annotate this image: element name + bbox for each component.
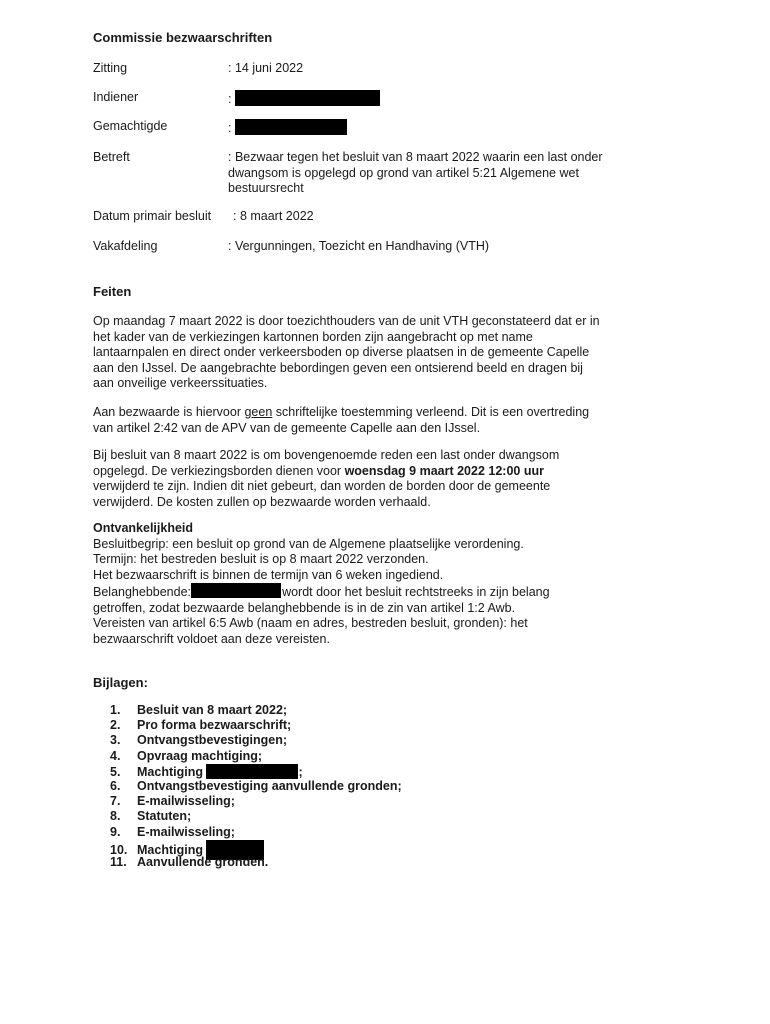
document-title: Commissie bezwaarschriften xyxy=(93,30,273,45)
redaction-bar xyxy=(206,764,298,779)
redaction-bar xyxy=(235,90,380,106)
paragraph-feiten-3: Bij besluit van 8 maart 2022 is om bovengenoemde reden een last onder dwangsom opgelegd. De verkiezingsborden dienen voor woensdag 9 maart 2022 12:00 uur verwijderd te zijn. Indien dit niet gebeurt, dan worden de borden door de gemeente verwijderd. De kosten zullen op bezwaarde worden verhaald. xyxy=(93,448,560,509)
redaction-bar xyxy=(235,119,347,135)
section-heading-ontvankelijkheid: Ontvankelijkheid xyxy=(93,521,194,535)
text-line: Vereisten van artikel 6:5 Awb (naam en adres, bestreden besluit, gronden): het bezwaarschrift voldoet aan deze vereisten. xyxy=(93,616,528,646)
meta-label: Zitting xyxy=(93,61,128,75)
bijlagen-list xyxy=(110,703,402,870)
list-item: 10. Machtiging xyxy=(110,840,402,855)
list-item: 3. Ontvangstbevestigingen; xyxy=(110,733,288,748)
meta-label: Gemachtigde xyxy=(93,119,168,133)
meta-label: Indiener xyxy=(93,90,139,104)
redaction-bar xyxy=(191,583,281,598)
list-item: 11. Aanvullende gronden. xyxy=(110,854,269,869)
meta-value: : xyxy=(228,121,232,135)
list-item: 7. E-mailwisseling; xyxy=(110,794,235,809)
paragraph-feiten-1: Op maandag 7 maart 2022 is door toezichthouders van de unit VTH geconstateerd dat er in het kader van de verkiezingen kartonnen borden zijn aangebracht op met name lantaarnpalen en direct onder verkeersboden op diverse plaatsen in de gemeente Capelle aan den IJssel. De aangebrachte bebordingen geven een ontsierend beeld en dragen bij aan onveilige verkeerssituaties. xyxy=(93,314,600,390)
meta-value: : xyxy=(228,92,232,106)
meta-value: : 8 maart 2022 xyxy=(233,209,314,223)
text-line: Termijn: het bestreden besluit is op 8 maart 2022 verzonden. xyxy=(93,552,429,566)
text-line: Belanghebbende: wordt door het besluit rechtstreeks in zijn belang getroffen, zodat bezwaarde belanghebbende is in de zin van artikel 1:2 Awb. xyxy=(93,585,550,615)
text-line: Besluitbegrip: een besluit op grond van de Algemene plaatselijke verordening. xyxy=(93,536,524,551)
section-ontvankelijkheid xyxy=(93,521,593,647)
list-item: 2. Pro forma bezwaarschrift; xyxy=(110,718,292,733)
list-item: 8. Statuten; xyxy=(110,809,192,824)
meta-value: : Bezwaar tegen het besluit van 8 maart 2022 waarin een last onder dwangsom is opgelegd op grond van artikel 5:21 Algemene wet bestuursrecht xyxy=(228,150,603,195)
meta-label: Betreft xyxy=(93,150,130,164)
meta-label: Vakafdeling xyxy=(93,239,158,253)
list-item: 6. Ontvangstbevestiging aanvullende gronden; xyxy=(110,778,402,793)
text-line: Het bezwaarschrift is binnen de termijn van 6 weken ingediend. xyxy=(93,567,444,582)
list-item: 4. Opvraag machtiging; xyxy=(110,748,263,763)
paragraph-feiten-2: Aan bezwaarde is hiervoor geen schriftelijke toestemming verleend. Dit is een overtreding van artikel 2:42 van de APV van de gemeente Capelle aan den IJssel. xyxy=(93,405,590,435)
section-heading-bijlagen: Bijlagen: xyxy=(93,675,148,690)
meta-value: : 14 juni 2022 xyxy=(228,61,304,75)
list-item: 5. Machtiging ; xyxy=(110,764,303,779)
meta-value: : Vergunningen, Toezicht en Handhaving (VTH) xyxy=(228,239,490,253)
meta-label: Datum primair besluit xyxy=(93,209,212,223)
list-item: 9. E-mailwisseling; xyxy=(110,824,235,839)
list-item: 1. Besluit van 8 maart 2022; xyxy=(110,703,288,717)
section-heading-feiten: Feiten xyxy=(93,284,132,299)
